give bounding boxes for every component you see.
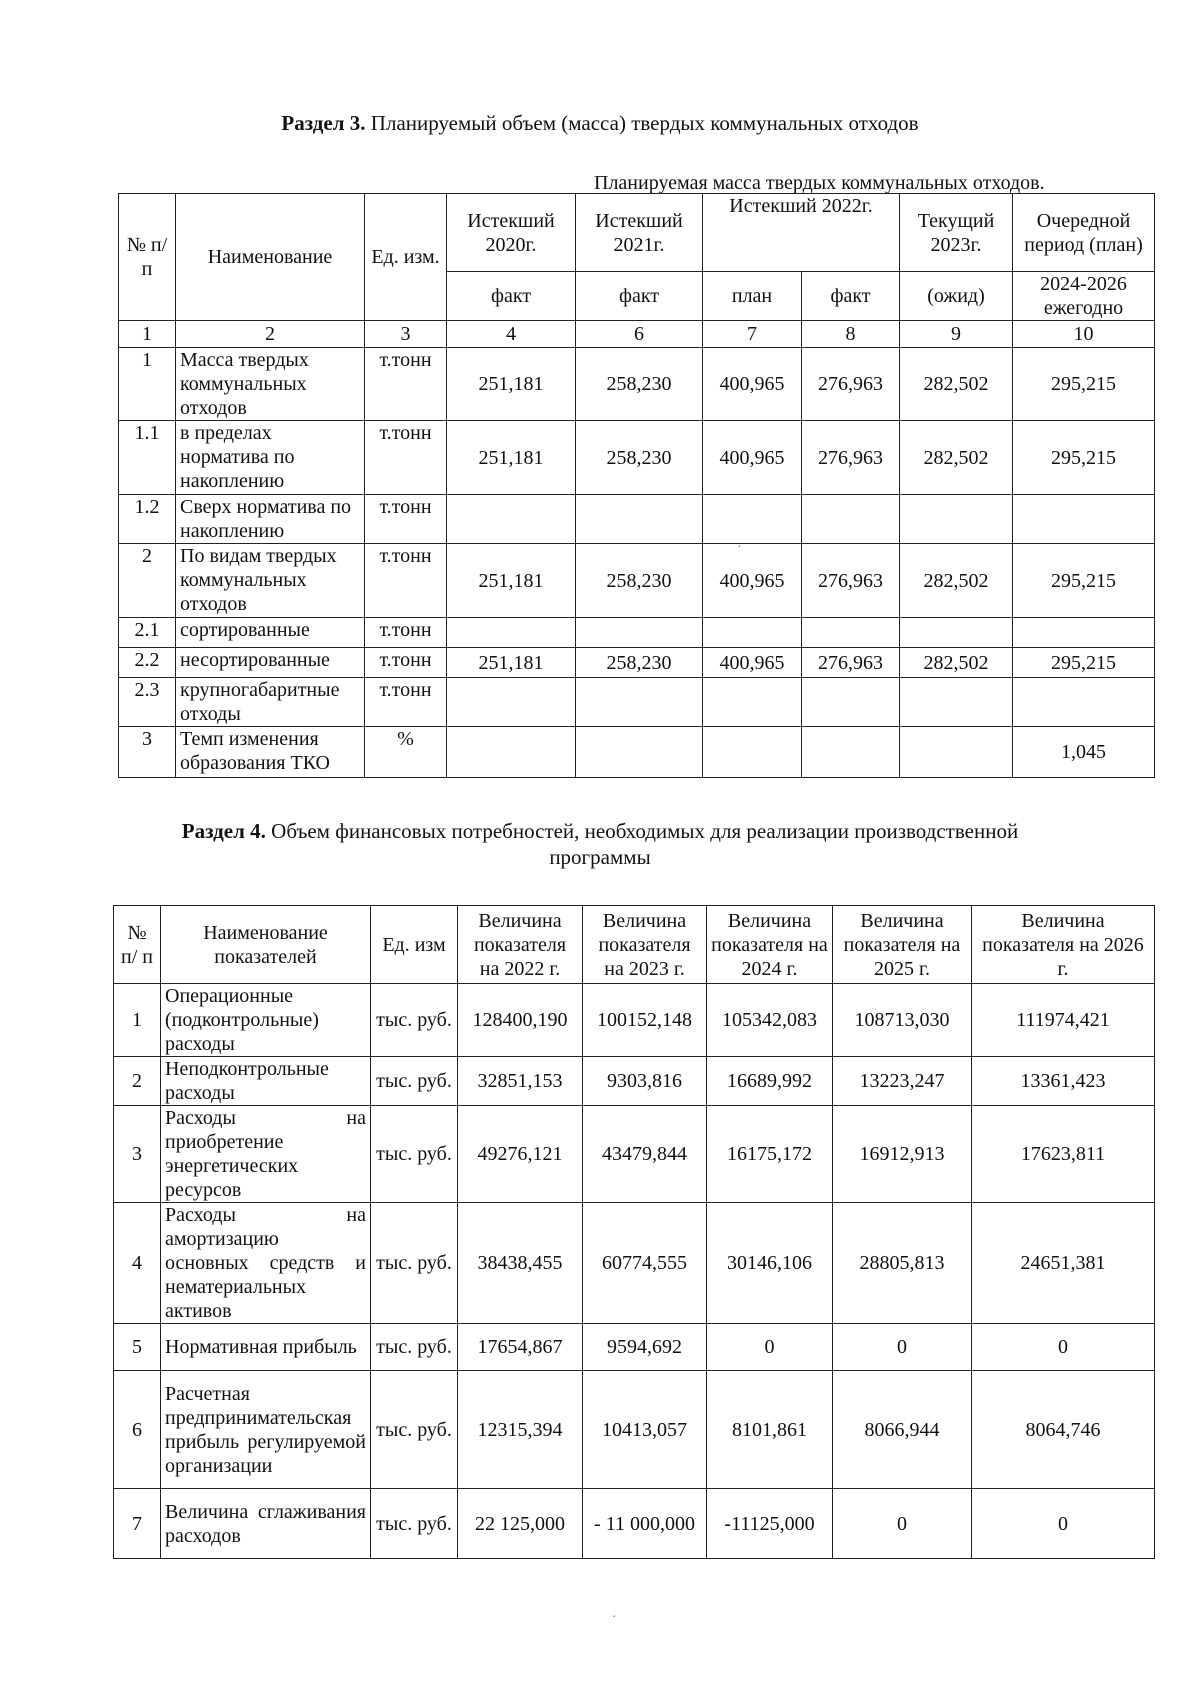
row-unit: тыс. руб. [371,1371,458,1489]
scan-speck: · [612,1610,617,1625]
row-value: 0 [972,1489,1155,1559]
row-number: 4 [114,1203,161,1324]
table-row [119,495,1155,544]
colnum: 3 [365,321,447,348]
subheader-fact-2020: факт [447,272,576,321]
row-value: 22 125,000 [458,1489,583,1559]
row-value: 276,963 [802,648,900,678]
section3-caption: Планируемая масса твердых коммунальных отходов. [594,172,1045,194]
row-unit: т.тонн [365,618,447,648]
row-value: 295,215 [1013,648,1155,678]
row-value [1013,678,1155,727]
table-row [114,1106,1155,1203]
row-value [703,495,802,544]
row-value: 295,215 [1013,544,1155,618]
row-value: 282,502 [900,648,1013,678]
row-name: несортированные [176,648,365,678]
row-value: 16912,913 [833,1106,972,1203]
table-row [119,727,1155,778]
row-unit: т.тонн [365,678,447,727]
row-value: 10413,057 [583,1371,707,1489]
colnum: 1 [119,321,176,348]
row-value [447,678,576,727]
col-2025-header: Величина показателя на 2025 г. [833,906,972,984]
colnum: 8 [802,321,900,348]
row-value: 9594,692 [583,1324,707,1371]
colnum: 6 [576,321,703,348]
col-2020-header: Истекший 2020г. [447,194,576,272]
row-name: Неподконтрольные расходы [161,1057,371,1106]
colnum: 9 [900,321,1013,348]
subheader-fact-2022: факт [802,272,900,321]
row-value [1013,618,1155,648]
col-2022-header: Истекший 2022г. [703,194,900,272]
row-value [802,618,900,648]
row-value [576,678,703,727]
table-row [114,984,1155,1057]
subheader-plan-2022: план [703,272,802,321]
row-number: 2.2 [119,648,176,678]
row-unit: тыс. руб. [371,984,458,1057]
row-value [900,495,1013,544]
row-name: Сверх норматива по накоплению [176,495,365,544]
table-row [114,1371,1155,1489]
waste-mass-table [118,193,1155,778]
row-number: 5 [114,1324,161,1371]
row-value: - 11 000,000 [583,1489,707,1559]
row-value: 276,963 [802,544,900,618]
row-value [802,727,900,778]
col-next-header: Очередной период (план) [1013,194,1155,272]
col-2023-header: Текущий 2023г. [900,194,1013,272]
col-name-header: Наименование [176,194,365,321]
row-value: 258,230 [576,544,703,618]
row-value [703,618,802,648]
row-value: 17623,811 [972,1106,1155,1203]
row-value [802,678,900,727]
row-value: 13223,247 [833,1057,972,1106]
row-unit: тыс. руб. [371,1324,458,1371]
section4-prefix: Раздел 4. [181,819,266,843]
row-unit: т.тонн [365,648,447,678]
scan-speck: · [737,540,742,555]
colnum: 10 [1013,321,1155,348]
subheader-expected-2023: (ожид) [900,272,1013,321]
col-2022-header: Величина показателя на 2022 г. [458,906,583,984]
subheader-yearly: 2024-2026 ежегодно [1013,272,1155,321]
col-unit-header: Ед. изм. [365,194,447,321]
row-value: 282,502 [900,348,1013,421]
row-value: 12315,394 [458,1371,583,1489]
row-value [703,678,802,727]
row-number: 3 [114,1106,161,1203]
row-number: 3 [119,727,176,778]
row-unit: т.тонн [365,348,447,421]
row-value: 28805,813 [833,1203,972,1324]
row-value [447,618,576,648]
row-name: Расходы на приобретение энергетических ресурсов [161,1106,371,1203]
row-value: 17654,867 [458,1324,583,1371]
table-row [114,1489,1155,1559]
col-2026-header: Величина показателя на 2026 г. [972,906,1155,984]
row-name: Величина сглаживания расходов [161,1489,371,1559]
row-value [576,727,703,778]
table-row [114,1057,1155,1106]
section3-title: Планируемый объем (масса) твердых коммунальных отходов [365,111,919,135]
row-value: 38438,455 [458,1203,583,1324]
row-value: 111974,421 [972,984,1155,1057]
row-value: 0 [833,1324,972,1371]
row-number: 1.2 [119,495,176,544]
row-value: 128400,190 [458,984,583,1057]
subheader-fact-2021: факт [576,272,703,321]
row-value: 8101,861 [707,1371,833,1489]
row-value: 251,181 [447,544,576,618]
table-row [119,618,1155,648]
row-value: 258,230 [576,421,703,495]
row-value: 0 [972,1324,1155,1371]
row-value: 8064,746 [972,1371,1155,1489]
colnum: 7 [703,321,802,348]
row-name: Операционные (подконтрольные) расходы [161,984,371,1057]
row-name: Расходы на амортизацию основных средств и нематериальных активов [161,1203,371,1324]
row-value [900,618,1013,648]
row-number: 1.1 [119,421,176,495]
row-value: 9303,816 [583,1057,707,1106]
row-value: 0 [707,1324,833,1371]
table-row [119,421,1155,495]
row-value: 100152,148 [583,984,707,1057]
row-value [703,727,802,778]
row-value: 276,963 [802,421,900,495]
row-value: 258,230 [576,348,703,421]
row-value: 49276,121 [458,1106,583,1203]
row-name: в пределах норматива по накоплению [176,421,365,495]
row-value: 251,181 [447,648,576,678]
section4-title: Объем финансовых потребностей, необходимых для реализации производственной [265,819,1019,843]
col-num-header: № п/п [119,194,176,321]
row-value: 60774,555 [583,1203,707,1324]
row-name: Темп изменения образования ТКО [176,727,365,778]
row-value: 258,230 [576,648,703,678]
row-value [802,495,900,544]
row-value [900,678,1013,727]
row-number: 6 [114,1371,161,1489]
row-unit: % [365,727,447,778]
row-value: 1,045 [1013,727,1155,778]
row-value: 0 [833,1489,972,1559]
row-value: 400,965 [703,648,802,678]
row-value: 282,502 [900,544,1013,618]
row-value: 43479,844 [583,1106,707,1203]
row-value [576,495,703,544]
table-row [119,678,1155,727]
row-value: 400,965 [703,348,802,421]
colnum: 4 [447,321,576,348]
row-name: крупногабаритные отходы [176,678,365,727]
row-value: 295,215 [1013,421,1155,495]
table-row [119,648,1155,678]
row-number: 2.1 [119,618,176,648]
row-value: 400,965 [703,421,802,495]
row-value: 30146,106 [707,1203,833,1324]
col-2023-header: Величина показателя на 2023 г. [583,906,707,984]
row-value [576,618,703,648]
row-value: 276,963 [802,348,900,421]
row-number: 2 [119,544,176,618]
row-value [900,727,1013,778]
row-value: 251,181 [447,421,576,495]
row-value: 295,215 [1013,348,1155,421]
column-number-row [119,321,1155,348]
col-2021-header: Истекший 2021г. [576,194,703,272]
row-unit: тыс. руб. [371,1106,458,1203]
row-value: 16689,992 [707,1057,833,1106]
row-value: -11125,000 [707,1489,833,1559]
row-value: 24651,381 [972,1203,1155,1324]
row-value: 400,965 [703,544,802,618]
row-value: 282,502 [900,421,1013,495]
section4-heading [0,818,1200,870]
row-value: 32851,153 [458,1057,583,1106]
row-unit: т.тонн [365,421,447,495]
row-value: 13361,423 [972,1057,1155,1106]
row-number: 7 [114,1489,161,1559]
section3-heading [0,110,1200,136]
colnum: 2 [176,321,365,348]
row-name: сортированные [176,618,365,648]
row-name: По видам твердых коммунальных отходов [176,544,365,618]
col-2024-header: Величина показателя на 2024 г. [707,906,833,984]
section3-prefix: Раздел 3. [281,111,366,135]
row-name: Нормативная прибыль [161,1324,371,1371]
row-value: 251,181 [447,348,576,421]
row-unit: т.тонн [365,495,447,544]
row-value: 105342,083 [707,984,833,1057]
row-value [1013,495,1155,544]
table-row [114,1203,1155,1324]
col-name-header: Наименование показателей [161,906,371,984]
row-number: 2.3 [119,678,176,727]
row-value [447,727,576,778]
table-row [119,544,1155,618]
row-value: 16175,172 [707,1106,833,1203]
col-num-header: № п/ п [114,906,161,984]
row-unit: тыс. руб. [371,1203,458,1324]
row-number: 1 [114,984,161,1057]
row-name: Масса твердых коммунальных отходов [176,348,365,421]
table-row [114,1324,1155,1371]
row-value [447,495,576,544]
row-unit: т.тонн [365,544,447,618]
table-row [119,348,1155,421]
row-unit: тыс. руб. [371,1057,458,1106]
row-number: 1 [119,348,176,421]
row-value: 8066,944 [833,1371,972,1489]
row-unit: тыс. руб. [371,1489,458,1559]
row-value: 108713,030 [833,984,972,1057]
col-unit-header: Ед. изм [371,906,458,984]
section4-title-line2: программы [549,845,651,869]
row-number: 2 [114,1057,161,1106]
row-name: Расчетная предпринимательская прибыль регулируемой организации [161,1371,371,1489]
financial-needs-table [113,905,1155,1559]
